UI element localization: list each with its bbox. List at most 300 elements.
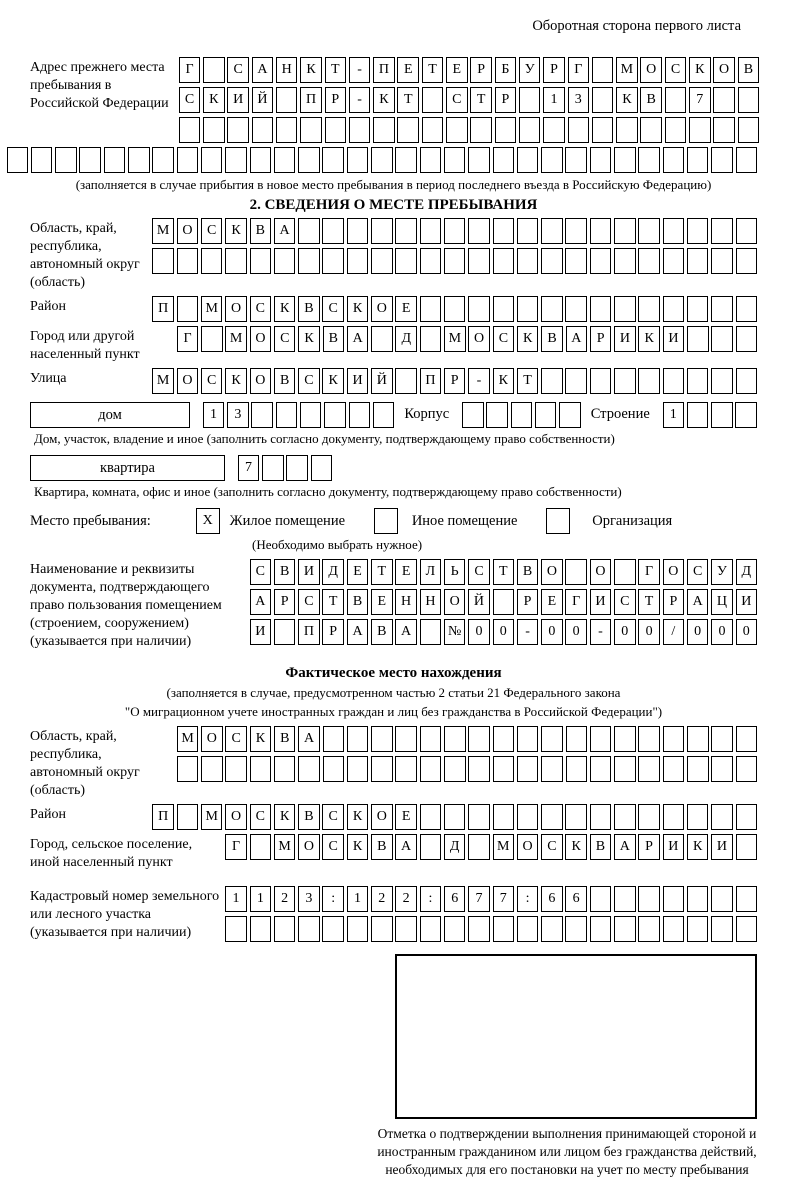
char-box: Т	[517, 368, 539, 394]
doc-row-3	[247, 619, 757, 645]
char-box: :	[420, 886, 442, 912]
char-box	[559, 402, 581, 428]
char-box: Й	[252, 87, 274, 113]
char-box	[736, 834, 758, 860]
char-box: В	[250, 218, 272, 244]
char-box	[298, 916, 320, 942]
char-box	[177, 248, 199, 274]
char-box	[590, 916, 612, 942]
char-box: Т	[322, 589, 344, 615]
char-box	[468, 804, 490, 830]
char-box: 3	[568, 87, 590, 113]
char-box: О	[663, 559, 685, 585]
char-box	[274, 248, 296, 274]
char-box: С	[298, 589, 320, 615]
char-box: М	[152, 368, 174, 394]
char-box	[468, 756, 490, 782]
char-box: И	[663, 326, 685, 352]
char-box	[493, 756, 515, 782]
char-box	[420, 619, 442, 645]
char-box: П	[152, 804, 174, 830]
char-box	[493, 296, 515, 322]
char-box: О	[177, 218, 199, 244]
char-box: В	[541, 326, 563, 352]
char-box	[590, 248, 612, 274]
char-box	[395, 147, 417, 173]
char-box: В	[371, 619, 393, 645]
char-box	[420, 756, 442, 782]
stroenie-label: Строение	[590, 406, 650, 422]
char-box	[517, 248, 539, 274]
char-box	[590, 886, 612, 912]
char-box: В	[323, 326, 345, 352]
char-box: 6	[565, 886, 587, 912]
char-box	[590, 218, 612, 244]
char-box	[250, 756, 272, 782]
char-box: Р	[517, 589, 539, 615]
char-box: Ц	[711, 589, 733, 615]
char-box: М	[201, 804, 223, 830]
char-box: С	[250, 296, 272, 322]
char-box: С	[446, 87, 468, 113]
char-box	[590, 726, 612, 752]
char-box: В	[738, 57, 760, 83]
char-box	[177, 296, 199, 322]
char-box	[395, 368, 417, 394]
char-box: В	[298, 296, 320, 322]
char-box: С	[250, 559, 272, 585]
char-box: М	[444, 326, 466, 352]
char-box: 2	[274, 886, 296, 912]
char-box	[323, 756, 345, 782]
char-box: Е	[397, 57, 419, 83]
char-box	[276, 87, 298, 113]
char-box: К	[373, 87, 395, 113]
char-box	[711, 886, 733, 912]
char-box	[300, 402, 322, 428]
fact-oblast-field	[30, 726, 757, 800]
char-box	[250, 248, 272, 274]
char-box: -	[590, 619, 612, 645]
char-box	[736, 147, 758, 173]
char-box	[689, 117, 711, 143]
char-box: Р	[638, 834, 660, 860]
char-box	[519, 87, 541, 113]
char-box	[663, 248, 685, 274]
char-box: С	[250, 804, 272, 830]
char-box	[541, 726, 563, 752]
char-box: С	[541, 834, 563, 860]
char-box	[535, 402, 557, 428]
char-box	[444, 804, 466, 830]
mesto-row	[30, 508, 757, 534]
fact-gorod-row	[222, 834, 757, 860]
char-box: И	[347, 368, 369, 394]
char-box	[225, 147, 247, 173]
char-box	[420, 726, 442, 752]
char-box: 1	[250, 886, 272, 912]
char-box	[565, 916, 587, 942]
fact-raion-field	[30, 804, 757, 830]
char-box	[324, 402, 346, 428]
char-box: Ь	[444, 559, 466, 585]
char-box	[347, 726, 369, 752]
char-box: Р	[590, 326, 612, 352]
char-box: С	[493, 326, 515, 352]
char-box: В	[590, 834, 612, 860]
char-box	[325, 117, 347, 143]
char-box	[738, 87, 760, 113]
char-box: И	[663, 834, 685, 860]
char-box	[79, 147, 101, 173]
char-box	[711, 726, 733, 752]
char-box	[420, 147, 442, 173]
char-box: Е	[371, 589, 393, 615]
char-box	[711, 804, 733, 830]
char-box: С	[322, 834, 344, 860]
char-box	[736, 756, 758, 782]
char-box: И	[590, 589, 612, 615]
char-box	[422, 87, 444, 113]
char-box: -	[349, 57, 371, 83]
char-box	[420, 834, 442, 860]
char-box	[274, 916, 296, 942]
prev-address-footnote: (заполняется в случае прибытия в новое место пребывания в период последнего въезда в Российскую Федерацию)	[75, 177, 712, 192]
char-box: О	[250, 326, 272, 352]
char-box	[373, 402, 395, 428]
char-box	[736, 296, 758, 322]
char-box: 1	[203, 402, 225, 428]
char-box	[420, 804, 442, 830]
char-box	[420, 326, 442, 352]
char-box	[201, 248, 223, 274]
char-box: 1	[347, 886, 369, 912]
char-box	[590, 296, 612, 322]
char-box	[638, 368, 660, 394]
char-box	[590, 804, 612, 830]
char-box	[738, 117, 760, 143]
char-box: К	[250, 726, 272, 752]
char-box: Е	[446, 57, 468, 83]
char-box: О	[713, 57, 735, 83]
kadastr-row-1	[222, 886, 757, 912]
char-box: К	[616, 87, 638, 113]
char-box: В	[371, 834, 393, 860]
doc-field	[30, 559, 757, 651]
char-box	[568, 117, 590, 143]
checkbox: X	[196, 508, 220, 534]
char-box	[347, 248, 369, 274]
char-box: 0	[565, 619, 587, 645]
char-box: П	[373, 57, 395, 83]
char-box	[687, 368, 709, 394]
char-box: В	[347, 589, 369, 615]
fact-raion-row	[150, 804, 757, 830]
char-box: Т	[371, 559, 393, 585]
char-box	[614, 756, 636, 782]
char-box: 0	[614, 619, 636, 645]
fact-gorod-label: Город, сельское поселение, иной населенный пункт	[30, 837, 193, 870]
char-box: С	[274, 326, 296, 352]
char-box	[311, 455, 333, 481]
char-box	[687, 916, 709, 942]
char-box	[298, 756, 320, 782]
char-box	[347, 147, 369, 173]
checkbox-inoe	[371, 508, 398, 534]
char-box: О	[541, 559, 563, 585]
char-box	[614, 368, 636, 394]
char-box	[347, 756, 369, 782]
ulitsa-row	[150, 368, 757, 394]
char-box	[298, 147, 320, 173]
char-box	[128, 147, 150, 173]
char-box	[420, 296, 442, 322]
char-box	[203, 117, 225, 143]
char-box: Р	[543, 57, 565, 83]
char-box	[687, 726, 709, 752]
char-box: Р	[663, 589, 685, 615]
char-box	[713, 117, 735, 143]
dom-number-boxes	[200, 402, 394, 428]
char-box	[565, 147, 587, 173]
char-box	[55, 147, 77, 173]
char-box	[444, 218, 466, 244]
doc-label: Наименование и реквизиты документа, подтверждающего право пользования помещением (строением, сооружением) (указывается при наличии)	[30, 562, 222, 649]
char-box: К	[638, 326, 660, 352]
char-box	[614, 559, 636, 585]
char-box: М	[177, 726, 199, 752]
char-box: Г	[179, 57, 201, 83]
char-box: К	[687, 834, 709, 860]
char-box	[349, 402, 371, 428]
char-box	[614, 726, 636, 752]
char-box	[177, 756, 199, 782]
char-box	[543, 117, 565, 143]
char-box	[592, 117, 614, 143]
char-box: Д	[322, 559, 344, 585]
char-box: В	[517, 559, 539, 585]
option-zhiloe-label: Жилое помещение	[229, 512, 346, 529]
char-box	[665, 117, 687, 143]
char-box: С	[201, 218, 223, 244]
char-box: И	[250, 619, 272, 645]
char-box	[420, 916, 442, 942]
char-box: К	[689, 57, 711, 83]
char-box: А	[566, 326, 588, 352]
char-box	[614, 916, 636, 942]
char-box: В	[274, 726, 296, 752]
char-box: С	[179, 87, 201, 113]
char-box: Д	[444, 834, 466, 860]
char-box	[566, 756, 588, 782]
char-box	[541, 804, 563, 830]
fact-raion-label: Район	[30, 807, 66, 822]
char-box	[371, 916, 393, 942]
char-box	[468, 916, 490, 942]
char-box	[687, 147, 709, 173]
char-box	[590, 756, 612, 782]
char-box	[541, 916, 563, 942]
char-box: 6	[444, 886, 466, 912]
char-box: И	[614, 326, 636, 352]
char-box	[152, 147, 174, 173]
char-box: С	[614, 589, 636, 615]
fact-oblast-label: Область, край, республика, автономный округ (область)	[30, 729, 140, 798]
prev-address-row-4	[4, 147, 757, 173]
char-box	[371, 248, 393, 274]
char-box	[486, 402, 508, 428]
char-box: А	[687, 589, 709, 615]
char-box	[687, 218, 709, 244]
ulitsa-field	[30, 368, 757, 394]
char-box: Д	[395, 326, 417, 352]
char-box	[687, 756, 709, 782]
char-box	[614, 296, 636, 322]
char-box: Р	[325, 87, 347, 113]
char-box	[638, 296, 660, 322]
oblast-label: Область, край, республика, автономный округ (область)	[30, 221, 140, 290]
char-box	[541, 248, 563, 274]
char-box: -	[349, 87, 371, 113]
gorod-row	[174, 326, 757, 352]
char-box: А	[252, 57, 274, 83]
checkbox-zhiloe	[193, 508, 220, 534]
char-box	[736, 368, 758, 394]
char-box	[420, 218, 442, 244]
stamp-caption: Отметка о подтверждении выполнения принимающей стороной и иностранным гражданином или лицом без гражданства действий, необходимых для его постановки на учет по месту пребывания	[377, 1126, 757, 1177]
dom-labelbox: дом	[30, 402, 190, 428]
char-box	[493, 248, 515, 274]
char-box: М	[274, 834, 296, 860]
char-box	[298, 248, 320, 274]
char-box: В	[274, 559, 296, 585]
char-box	[663, 916, 685, 942]
prev-address-label: Адрес прежнего места пребывания в Российской Федерации	[30, 60, 169, 111]
char-box: Г	[565, 589, 587, 615]
char-box: 1	[543, 87, 565, 113]
char-box	[736, 886, 758, 912]
char-box	[592, 87, 614, 113]
char-box	[616, 117, 638, 143]
char-box	[663, 756, 685, 782]
char-box	[663, 218, 685, 244]
char-box	[565, 296, 587, 322]
stroenie-boxes	[660, 402, 757, 428]
char-box	[592, 57, 614, 83]
char-box: -	[517, 619, 539, 645]
char-box	[614, 147, 636, 173]
char-box: 7	[468, 886, 490, 912]
char-box	[711, 402, 733, 428]
char-box	[152, 248, 174, 274]
char-box	[565, 804, 587, 830]
char-box: К	[225, 368, 247, 394]
char-box: К	[225, 218, 247, 244]
option-inoe-label: Иное помещение	[411, 512, 518, 529]
doc-row-1	[247, 559, 757, 585]
char-box	[468, 218, 490, 244]
fact-oblast-row-1	[174, 726, 757, 752]
char-box: К	[203, 87, 225, 113]
char-box	[276, 117, 298, 143]
korpus-label: Корпус	[404, 406, 450, 422]
char-box: Т	[493, 559, 515, 585]
char-box	[177, 147, 199, 173]
char-box: Г	[177, 326, 199, 352]
char-box: 2	[371, 886, 393, 912]
char-box: А	[250, 589, 272, 615]
char-box: О	[371, 296, 393, 322]
char-box: О	[225, 804, 247, 830]
char-box	[444, 248, 466, 274]
char-box	[663, 296, 685, 322]
char-box: 6	[541, 886, 563, 912]
char-box: Т	[325, 57, 347, 83]
char-box: И	[298, 559, 320, 585]
doc-row-2	[247, 589, 757, 615]
char-box: А	[274, 218, 296, 244]
char-box: Г	[568, 57, 590, 83]
char-box	[541, 756, 563, 782]
char-box: К	[347, 296, 369, 322]
char-box	[468, 834, 490, 860]
char-box	[736, 248, 758, 274]
char-box: А	[395, 834, 417, 860]
char-box: О	[468, 326, 490, 352]
char-box	[444, 916, 466, 942]
char-box: №	[444, 619, 466, 645]
char-box: 0	[687, 619, 709, 645]
char-box	[493, 218, 515, 244]
char-box: С	[468, 559, 490, 585]
char-box	[711, 916, 733, 942]
gorod-field	[30, 326, 757, 364]
char-box	[444, 756, 466, 782]
char-box	[687, 886, 709, 912]
fact-title: Фактическое место нахождения	[285, 665, 502, 681]
char-box: Т	[470, 87, 492, 113]
char-box	[541, 218, 563, 244]
char-box	[519, 117, 541, 143]
char-box: С	[227, 57, 249, 83]
kadastr-row-2	[222, 916, 757, 942]
char-box	[420, 248, 442, 274]
char-box	[638, 218, 660, 244]
char-box: И	[227, 87, 249, 113]
prev-address-row-1	[176, 57, 759, 83]
char-box	[462, 402, 484, 428]
char-box: Р	[274, 589, 296, 615]
kvartira-note: Квартира, комната, офис и иное (заполнить согласно документу, подтверждающему право собственности)	[34, 484, 622, 499]
oblast-row-2	[150, 248, 757, 274]
char-box: С	[687, 559, 709, 585]
char-box: К	[517, 326, 539, 352]
fact-note-2: "О миграционном учете иностранных граждан и лиц без гражданства в Российской Федерации")	[124, 704, 663, 719]
char-box: М	[152, 218, 174, 244]
char-box	[663, 804, 685, 830]
char-box: Н	[395, 589, 417, 615]
char-box	[468, 147, 490, 173]
char-box	[736, 804, 758, 830]
char-box: Й	[371, 368, 393, 394]
char-box	[347, 218, 369, 244]
char-box	[736, 916, 758, 942]
char-box	[251, 402, 273, 428]
char-box	[711, 296, 733, 322]
char-box: Д	[736, 559, 758, 585]
char-box	[31, 147, 53, 173]
char-box	[395, 756, 417, 782]
